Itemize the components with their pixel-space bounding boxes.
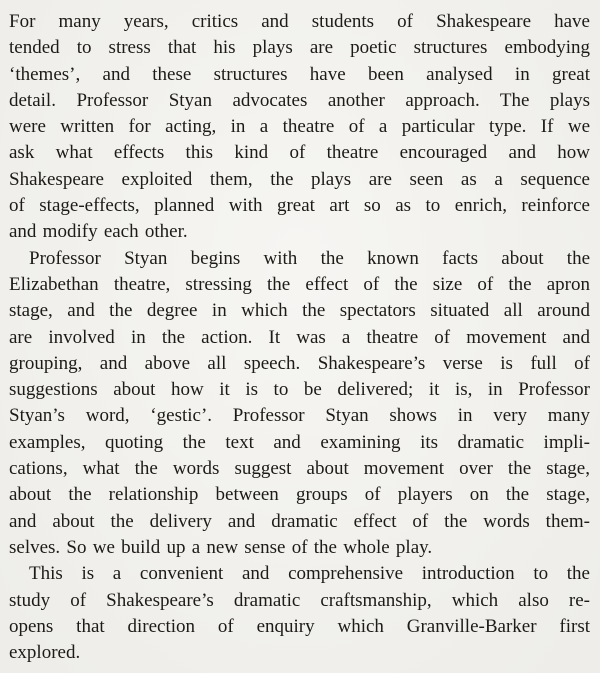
- text-line: detail. Professor Styan advocates another approach. The plays: [9, 89, 590, 111]
- text-line: Shakespeare exploited them, the plays are seen as a sequence: [9, 168, 590, 190]
- paragraph-1: [9, 9, 590, 246]
- text-line: and modify each other.: [9, 221, 188, 243]
- text-line: of stage-effects, planned with great art so as to enrich, reinforce: [9, 195, 590, 217]
- text-line: explored.: [9, 642, 81, 664]
- paragraph-2: [9, 246, 590, 562]
- text-line: were written for acting, in a theatre of a particular type. If we: [9, 116, 590, 138]
- text-line: opens that direction of enquiry which Granville-Barker first: [9, 615, 590, 637]
- text-line: are involved in the action. It was a theatre of movement and: [9, 326, 590, 348]
- text-line: cations, what the words suggest about movement over the stage,: [9, 458, 590, 480]
- text-line: For many years, critics and students of Shakespeare have: [9, 11, 590, 32]
- paragraph-3: [9, 561, 590, 666]
- text-line: Styan’s word, ‘gestic’. Professor Styan shows in very many: [9, 405, 590, 427]
- text-line: suggestions about how it is to be delivered; it is, in Professor: [9, 379, 590, 401]
- text-line: about the relationship between groups of players on the stage,: [9, 484, 590, 506]
- text-line: tended to stress that his plays are poetic structures embodying: [9, 37, 590, 59]
- text-line: Professor Styan begins with the known facts about the: [29, 247, 590, 269]
- text-line: selves. So we build up a new sense of the whole play.: [9, 536, 433, 558]
- text-line: This is a convenient and comprehensive introduction to the: [29, 563, 590, 585]
- text-line: examples, quoting the text and examining its dramatic impli-: [9, 431, 590, 453]
- text-line: ask what effects this kind of theatre encouraged and how: [9, 142, 590, 164]
- text-line: ‘themes’, and these structures have been analysed in great: [9, 63, 590, 85]
- text-line: grouping, and above all speech. Shakespeare’s verse is full of: [9, 352, 590, 374]
- text-line: study of Shakespeare’s dramatic craftsmanship, which also re-: [9, 589, 590, 611]
- text-line: stage, and the degree in which the spectators situated all around: [9, 300, 590, 322]
- text-line: Elizabethan theatre, stressing the effect of the size of the apron: [9, 273, 590, 295]
- text-line: and about the delivery and dramatic effect of the words them-: [9, 510, 590, 532]
